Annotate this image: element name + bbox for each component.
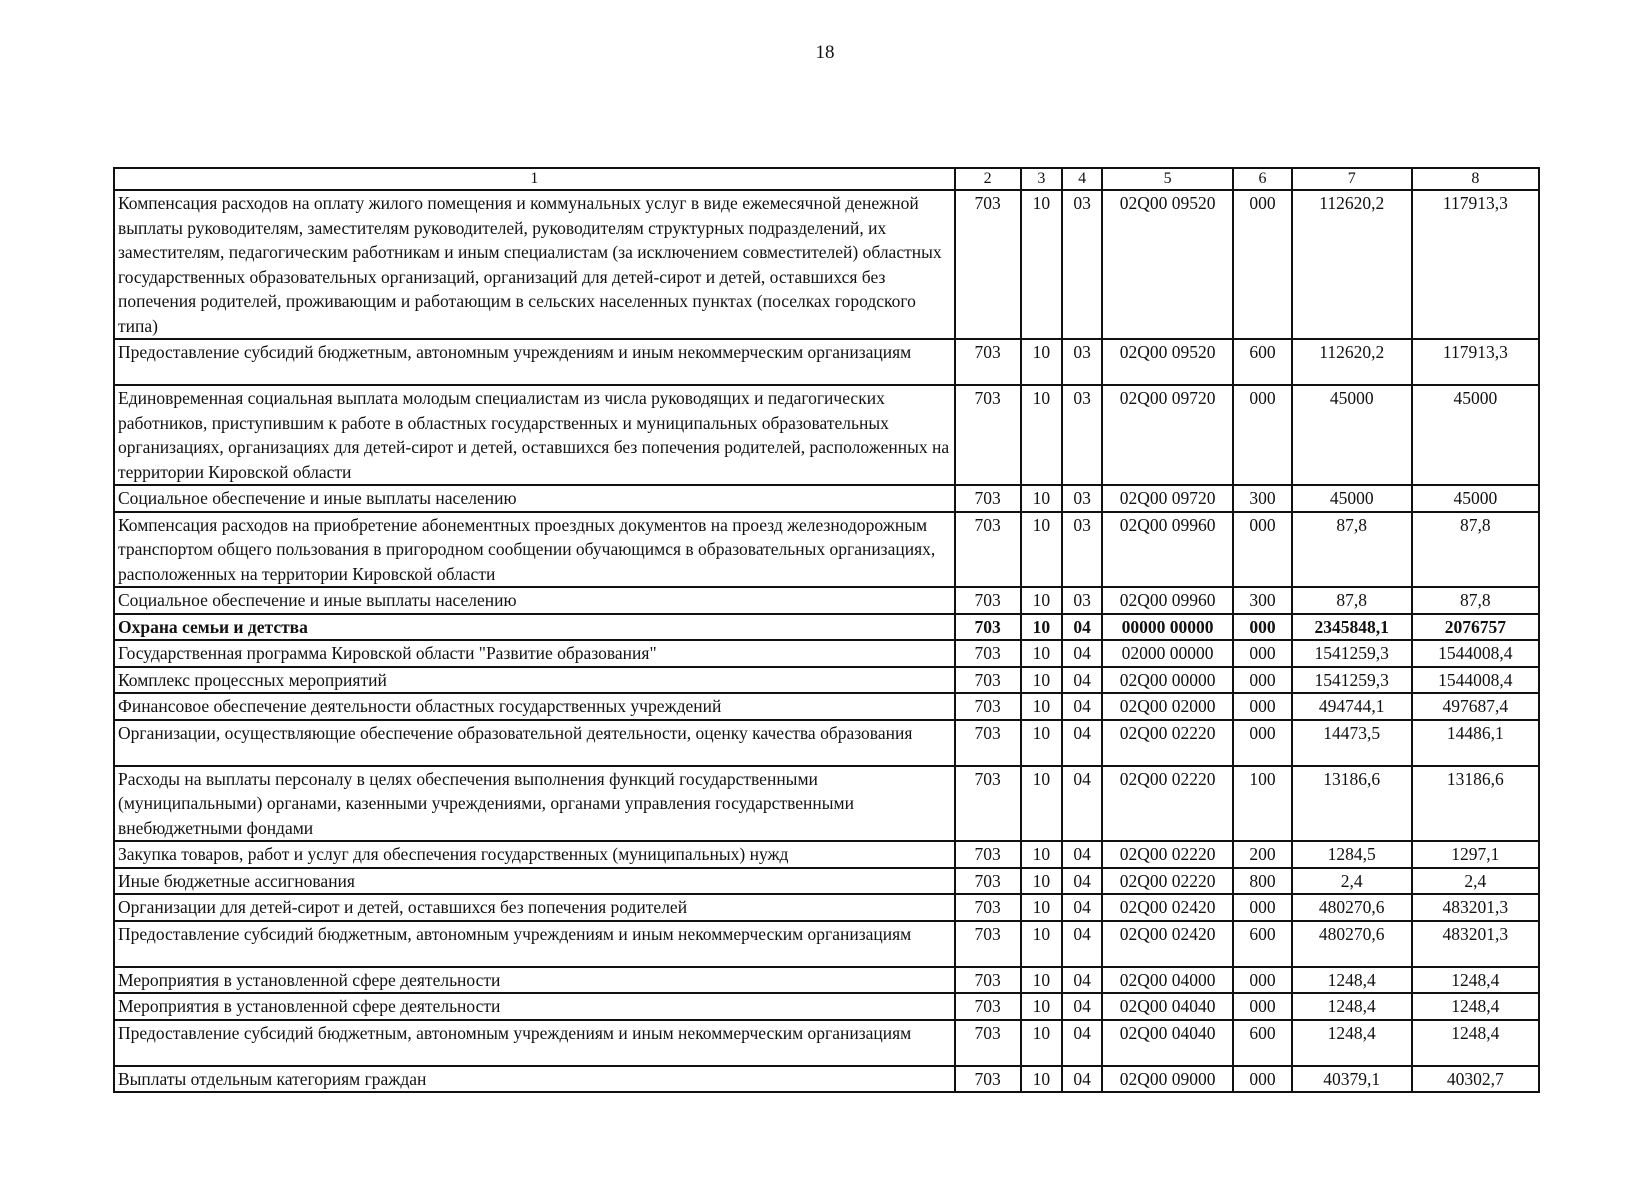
row-c6-cell: 600 (1233, 339, 1291, 385)
row-c2-cell: 703 (955, 614, 1021, 641)
row-name-cell: Организации для детей-сирот и детей, оставшихся без попечения родителей (114, 894, 955, 921)
row-c3-cell: 10 (1021, 614, 1063, 641)
row-c7-cell: 13186,6 (1292, 766, 1412, 842)
row-c7-cell: 2345848,1 (1292, 614, 1412, 641)
row-c2-cell: 703 (955, 868, 1021, 895)
row-c5-cell: 02Q00 02220 (1102, 841, 1233, 868)
column-header: 6 (1233, 168, 1291, 190)
row-c8-cell: 117913,3 (1412, 339, 1539, 385)
row-c4-cell: 03 (1062, 339, 1102, 385)
row-c4-cell: 04 (1062, 1020, 1102, 1066)
row-name-cell: Социальное обеспечение и иные выплаты населению (114, 485, 955, 512)
row-c2-cell: 703 (955, 1020, 1021, 1066)
row-name-cell: Единовременная социальная выплата молодым специалистам из числа руководящих и педагогических работников, приступившим к работе в областных государственных и муниципальных образовательных организациях, организациях для детей-сирот и детей, оставшихся без попечения родителей, расположенных на территории Кировской области (114, 385, 955, 485)
row-c2-cell: 703 (955, 485, 1021, 512)
row-c7-cell: 494744,1 (1292, 693, 1412, 720)
row-c8-cell: 2076757 (1412, 614, 1539, 641)
row-c8-cell: 497687,4 (1412, 693, 1539, 720)
row-c6-cell: 000 (1233, 967, 1291, 994)
row-c5-cell: 02Q00 09520 (1102, 190, 1233, 339)
row-c6-cell: 300 (1233, 485, 1291, 512)
row-c2-cell: 703 (955, 921, 1021, 967)
table-row (114, 339, 1539, 385)
row-c8-cell: 1248,4 (1412, 1020, 1539, 1066)
row-name-cell: Охрана семьи и детства (114, 614, 955, 641)
row-c7-cell: 112620,2 (1292, 190, 1412, 339)
page-number: 18 (815, 42, 835, 63)
row-c8-cell: 483201,3 (1412, 921, 1539, 967)
row-c4-cell: 03 (1062, 587, 1102, 614)
column-header: 7 (1292, 168, 1412, 190)
row-c2-cell: 703 (955, 993, 1021, 1020)
row-c5-cell: 02Q00 02000 (1102, 693, 1233, 720)
row-c5-cell: 02Q00 04040 (1102, 1020, 1233, 1066)
row-c7-cell: 45000 (1292, 385, 1412, 485)
table-row (114, 967, 1539, 994)
table-header-row (114, 168, 1539, 190)
budget-table (113, 167, 1540, 1093)
row-name-cell: Мероприятия в установленной сфере деятельности (114, 967, 955, 994)
column-header: 2 (955, 168, 1021, 190)
table-row (114, 640, 1539, 667)
row-name-cell: Выплаты отдельным категориям граждан (114, 1066, 955, 1093)
row-c4-cell: 04 (1062, 693, 1102, 720)
row-name-cell: Организации, осуществляющие обеспечение образовательной деятельности, оценку качества образования (114, 720, 955, 766)
table-row (114, 841, 1539, 868)
row-c7-cell: 40379,1 (1292, 1066, 1412, 1093)
row-c7-cell: 480270,6 (1292, 921, 1412, 967)
row-c3-cell: 10 (1021, 720, 1063, 766)
column-header: 1 (114, 168, 955, 190)
row-c2-cell: 703 (955, 339, 1021, 385)
row-c7-cell: 1541259,3 (1292, 640, 1412, 667)
row-c4-cell: 04 (1062, 720, 1102, 766)
row-c8-cell: 40302,7 (1412, 1066, 1539, 1093)
table-row (114, 894, 1539, 921)
row-name-cell: Компенсация расходов на приобретение абонементных проездных документов на проезд железнодорожным транспортом общего пользования в пригородном сообщении обучающимся в образовательных организациях, расположенных на территории Кировской области (114, 512, 955, 588)
row-c8-cell: 87,8 (1412, 587, 1539, 614)
row-c4-cell: 03 (1062, 190, 1102, 339)
row-c4-cell: 04 (1062, 640, 1102, 667)
row-c6-cell: 800 (1233, 868, 1291, 895)
row-c6-cell: 000 (1233, 667, 1291, 694)
row-c3-cell: 10 (1021, 512, 1063, 588)
row-c6-cell: 000 (1233, 614, 1291, 641)
row-c4-cell: 03 (1062, 385, 1102, 485)
table-row (114, 993, 1539, 1020)
row-c3-cell: 10 (1021, 640, 1063, 667)
row-c6-cell: 600 (1233, 921, 1291, 967)
row-c2-cell: 703 (955, 667, 1021, 694)
row-c3-cell: 10 (1021, 485, 1063, 512)
row-c6-cell: 000 (1233, 512, 1291, 588)
row-c4-cell: 04 (1062, 614, 1102, 641)
table-row (114, 512, 1539, 588)
row-c4-cell: 04 (1062, 766, 1102, 842)
row-name-cell: Закупка товаров, работ и услуг для обеспечения государственных (муниципальных) нужд (114, 841, 955, 868)
row-c7-cell: 45000 (1292, 485, 1412, 512)
table-row (114, 614, 1539, 641)
row-c6-cell: 000 (1233, 720, 1291, 766)
row-c6-cell: 000 (1233, 1066, 1291, 1093)
row-c6-cell: 000 (1233, 640, 1291, 667)
row-c3-cell: 10 (1021, 894, 1063, 921)
row-c3-cell: 10 (1021, 587, 1063, 614)
table-row (114, 720, 1539, 766)
row-c6-cell: 000 (1233, 993, 1291, 1020)
row-c8-cell: 1248,4 (1412, 967, 1539, 994)
row-c5-cell: 02Q00 09720 (1102, 485, 1233, 512)
row-c8-cell: 45000 (1412, 485, 1539, 512)
row-c6-cell: 000 (1233, 385, 1291, 485)
row-c8-cell: 1297,1 (1412, 841, 1539, 868)
row-c3-cell: 10 (1021, 385, 1063, 485)
row-c3-cell: 10 (1021, 1066, 1063, 1093)
row-c7-cell: 87,8 (1292, 587, 1412, 614)
row-c7-cell: 1248,4 (1292, 993, 1412, 1020)
row-c7-cell: 2,4 (1292, 868, 1412, 895)
row-name-cell: Компенсация расходов на оплату жилого помещения и коммунальных услуг в виде ежемесячной денежной выплаты руководителям, заместителям руководителей, руководителям структурных подразделений, их заместителям, педагогическим работникам и иным специалистам (за исключением совместителей) областных государственных образовательных организаций, организаций для детей-сирот и детей, оставшихся без попечения родителей, проживающим и работающим в сельских населенных пунктах (поселках городского типа) (114, 190, 955, 339)
row-c4-cell: 04 (1062, 894, 1102, 921)
row-c5-cell: 02Q00 02420 (1102, 894, 1233, 921)
row-name-cell: Предоставление субсидий бюджетным, автономным учреждениям и иным некоммерческим организациям (114, 921, 955, 967)
row-c8-cell: 1248,4 (1412, 993, 1539, 1020)
row-c7-cell: 14473,5 (1292, 720, 1412, 766)
table-row (114, 1066, 1539, 1093)
row-c3-cell: 10 (1021, 993, 1063, 1020)
row-name-cell: Мероприятия в установленной сфере деятельности (114, 993, 955, 1020)
row-c8-cell: 13186,6 (1412, 766, 1539, 842)
row-c2-cell: 703 (955, 512, 1021, 588)
row-c2-cell: 703 (955, 841, 1021, 868)
row-name-cell: Иные бюджетные ассигнования (114, 868, 955, 895)
table-row (114, 693, 1539, 720)
row-c5-cell: 02Q00 09520 (1102, 339, 1233, 385)
row-c6-cell: 300 (1233, 587, 1291, 614)
row-c3-cell: 10 (1021, 667, 1063, 694)
row-c3-cell: 10 (1021, 766, 1063, 842)
row-c3-cell: 10 (1021, 339, 1063, 385)
row-c8-cell: 483201,3 (1412, 894, 1539, 921)
table-row (114, 190, 1539, 339)
row-c2-cell: 703 (955, 693, 1021, 720)
row-name-cell: Финансовое обеспечение деятельности областных государственных учреждений (114, 693, 955, 720)
table-row (114, 921, 1539, 967)
row-c2-cell: 703 (955, 967, 1021, 994)
row-c7-cell: 87,8 (1292, 512, 1412, 588)
row-name-cell: Расходы на выплаты персоналу в целях обеспечения выполнения функций государственными (муниципальными) органами, казенными учреждениями, органами управления государственными внебюджетными фондами (114, 766, 955, 842)
row-c2-cell: 703 (955, 587, 1021, 614)
row-c3-cell: 10 (1021, 693, 1063, 720)
row-c4-cell: 04 (1062, 868, 1102, 895)
row-c6-cell: 000 (1233, 894, 1291, 921)
column-header: 5 (1102, 168, 1233, 190)
row-c4-cell: 04 (1062, 1066, 1102, 1093)
row-c2-cell: 703 (955, 720, 1021, 766)
row-c7-cell: 480270,6 (1292, 894, 1412, 921)
table-row (114, 667, 1539, 694)
row-c8-cell: 117913,3 (1412, 190, 1539, 339)
row-c3-cell: 10 (1021, 967, 1063, 994)
row-c8-cell: 2,4 (1412, 868, 1539, 895)
row-c4-cell: 03 (1062, 512, 1102, 588)
row-c6-cell: 000 (1233, 190, 1291, 339)
row-c3-cell: 10 (1021, 841, 1063, 868)
column-header: 3 (1021, 168, 1063, 190)
column-header: 8 (1412, 168, 1539, 190)
row-c4-cell: 04 (1062, 841, 1102, 868)
row-c4-cell: 04 (1062, 667, 1102, 694)
row-c6-cell: 000 (1233, 693, 1291, 720)
row-c5-cell: 00000 00000 (1102, 614, 1233, 641)
row-c5-cell: 02Q00 04040 (1102, 993, 1233, 1020)
row-c4-cell: 04 (1062, 967, 1102, 994)
row-name-cell: Предоставление субсидий бюджетным, автономным учреждениям и иным некоммерческим организациям (114, 1020, 955, 1066)
row-c7-cell: 112620,2 (1292, 339, 1412, 385)
row-c7-cell: 1248,4 (1292, 967, 1412, 994)
row-c7-cell: 1284,5 (1292, 841, 1412, 868)
row-c8-cell: 1544008,4 (1412, 640, 1539, 667)
row-c7-cell: 1248,4 (1292, 1020, 1412, 1066)
row-c2-cell: 703 (955, 385, 1021, 485)
row-c2-cell: 703 (955, 766, 1021, 842)
row-name-cell: Комплекс процессных мероприятий (114, 667, 955, 694)
row-c5-cell: 02Q00 09960 (1102, 512, 1233, 588)
row-name-cell: Социальное обеспечение и иные выплаты населению (114, 587, 955, 614)
table-row (114, 485, 1539, 512)
table-row (114, 1020, 1539, 1066)
row-c5-cell: 02Q00 02420 (1102, 921, 1233, 967)
table-row (114, 385, 1539, 485)
row-c6-cell: 200 (1233, 841, 1291, 868)
row-c3-cell: 10 (1021, 190, 1063, 339)
column-header: 4 (1062, 168, 1102, 190)
row-c5-cell: 02Q00 09720 (1102, 385, 1233, 485)
row-c2-cell: 703 (955, 1066, 1021, 1093)
row-c7-cell: 1541259,3 (1292, 667, 1412, 694)
row-name-cell: Государственная программа Кировской области "Развитие образования" (114, 640, 955, 667)
row-c4-cell: 04 (1062, 993, 1102, 1020)
row-c5-cell: 02000 00000 (1102, 640, 1233, 667)
row-c2-cell: 703 (955, 640, 1021, 667)
row-c6-cell: 600 (1233, 1020, 1291, 1066)
row-c8-cell: 87,8 (1412, 512, 1539, 588)
row-c4-cell: 04 (1062, 921, 1102, 967)
row-c5-cell: 02Q00 02220 (1102, 766, 1233, 842)
row-c5-cell: 02Q00 02220 (1102, 868, 1233, 895)
row-c4-cell: 03 (1062, 485, 1102, 512)
row-c8-cell: 1544008,4 (1412, 667, 1539, 694)
row-c5-cell: 02Q00 04000 (1102, 967, 1233, 994)
table-row (114, 587, 1539, 614)
row-c5-cell: 02Q00 09960 (1102, 587, 1233, 614)
row-c3-cell: 10 (1021, 921, 1063, 967)
row-c5-cell: 02Q00 09000 (1102, 1066, 1233, 1093)
row-c3-cell: 10 (1021, 1020, 1063, 1066)
row-c5-cell: 02Q00 02220 (1102, 720, 1233, 766)
row-c6-cell: 100 (1233, 766, 1291, 842)
table-row (114, 766, 1539, 842)
row-name-cell: Предоставление субсидий бюджетным, автономным учреждениям и иным некоммерческим организациям (114, 339, 955, 385)
row-c3-cell: 10 (1021, 868, 1063, 895)
row-c2-cell: 703 (955, 190, 1021, 339)
row-c8-cell: 45000 (1412, 385, 1539, 485)
table-row (114, 868, 1539, 895)
row-c2-cell: 703 (955, 894, 1021, 921)
row-c5-cell: 02Q00 00000 (1102, 667, 1233, 694)
row-c8-cell: 14486,1 (1412, 720, 1539, 766)
